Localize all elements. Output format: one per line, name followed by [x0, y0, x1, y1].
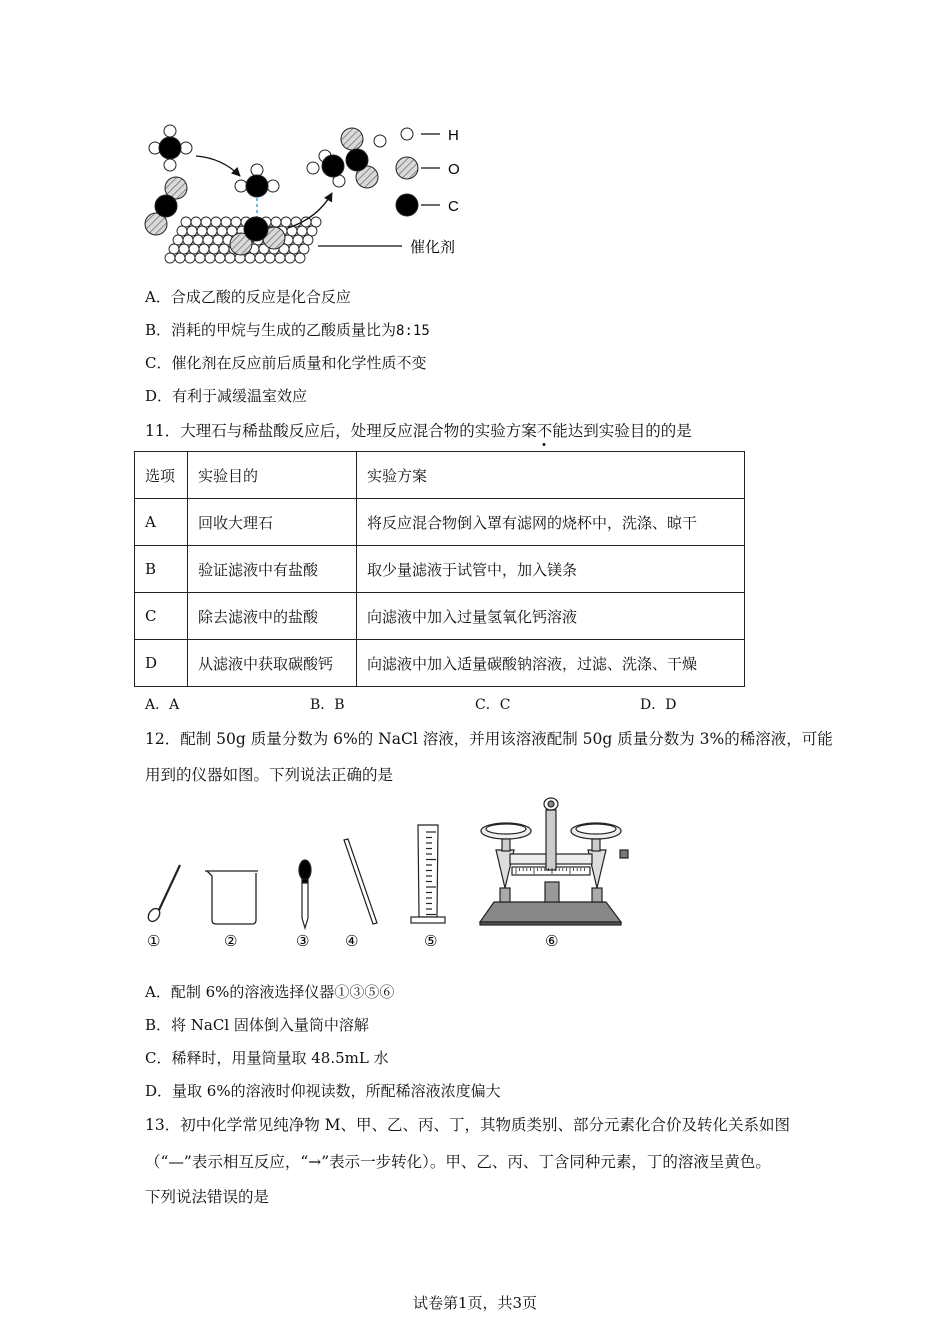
hydrogen-legend-icon [401, 128, 413, 140]
header-purpose: 实验目的 [188, 452, 357, 499]
instrument-label-2: ② [224, 932, 238, 950]
q10-option-b: B．消耗的甲烷与生成的乙酸质量比为8:15 [145, 321, 430, 339]
instrument-label-6: ⑥ [545, 932, 559, 950]
acetic-acid-molecule [307, 128, 386, 188]
dropper-icon [299, 860, 311, 928]
methane-molecule [149, 125, 192, 171]
beaker-icon [205, 871, 258, 924]
molecule-reaction-diagram [0, 0, 950, 290]
page-footer: 试卷第1页，共3页 [412, 1294, 538, 1312]
legend-symbol-o: O [448, 161, 460, 178]
instrument-label-4: ④ [345, 932, 359, 950]
q13-stem-line3: 下列说法错误的是 [145, 1188, 270, 1206]
q11-stem: 11．大理石与稀盐酸反应后，处理反应混合物的实验方案不能达到实验目的的是 [145, 422, 692, 440]
q10-option-a: A．合成乙酸的反应是化合反应 [145, 288, 351, 306]
catalyst-label: 催化剂 [410, 238, 456, 256]
mass-ratio: 8:15 [396, 323, 430, 339]
table-row: C 除去滤液中的盐酸 向滤液中加入过量氢氧化钙溶液 [135, 593, 745, 640]
legend-symbol-h: H [448, 127, 459, 144]
table-row: D 从滤液中获取碳酸钙 向滤液中加入适量碳酸钠溶液，过滤、洗涤、干燥 [135, 640, 745, 687]
balance-scale-icon [480, 798, 628, 925]
q12-option-a: A．配制 6%的溶液选择仪器①③⑤⑥ [145, 983, 395, 1001]
instrument-label-3: ③ [296, 932, 310, 950]
emphasis-char: 不 [536, 422, 553, 440]
q13-stem-line1: 13．初中化学常见纯净物 M、甲、乙、丙、丁，其物质类别、部分元素化合价及转化关系如图 [145, 1116, 791, 1134]
header-option: 选项 [135, 452, 188, 499]
table-row: B 验证滤液中有盐酸 取少量滤液于试管中，加入镁条 [135, 546, 745, 593]
glass-rod-icon [344, 839, 377, 924]
graduated-cylinder-icon [411, 825, 445, 923]
q12-stem-line1: 12．配制 50g 质量分数为 6%的 NaCl 溶液，并用该溶液配制 50g 质量分数为 3%的稀溶液，可能 [145, 730, 833, 748]
q12-option-d: D．量取 6%的溶液时仰视读数，所配稀溶液浓度偏大 [145, 1082, 501, 1100]
methyl-intermediate [235, 164, 279, 197]
medicine-spoon-icon [146, 865, 180, 924]
carbon-legend-icon [396, 194, 418, 216]
q12-option-c: C．稀释时，用量筒量取 48.5mL 水 [145, 1049, 389, 1067]
header-plan: 实验方案 [357, 452, 745, 499]
reaction-arrow-1 [196, 156, 240, 176]
q10-option-d: D．有利于减缓温室效应 [145, 387, 308, 405]
q13-stem-line2: （“—”表示相互反应，“→”表示一步转化）。甲、乙、丙、丁含同种元素，丁的溶液呈黄色。 [145, 1153, 771, 1171]
table-header-row [135, 452, 745, 499]
q11-answer-c: C．C [475, 697, 511, 713]
oxygen-legend-icon [396, 157, 418, 179]
q11-answer-b: B．B [310, 697, 345, 713]
element-legend [396, 127, 460, 216]
legend-symbol-c: C [448, 198, 459, 215]
lab-instruments-figure [0, 790, 950, 960]
q12-option-b: B．将 NaCl 固体倒入量筒中溶解 [145, 1016, 369, 1034]
q11-answer-a: A．A [145, 697, 180, 713]
q11-answer-d: D．D [640, 697, 677, 713]
table-row: A 回收大理石 将反应混合物倒入罩有滤网的烧杯中，洗涤、晾干 [135, 499, 745, 546]
instrument-label-1: ① [147, 932, 161, 950]
q10-option-c: C．催化剂在反应前后质量和化学性质不变 [145, 354, 427, 372]
instrument-label-5: ⑤ [424, 932, 438, 950]
q12-stem-line2: 用到的仪器如图。下列说法正确的是 [145, 766, 394, 784]
q11-options-table [134, 451, 745, 687]
